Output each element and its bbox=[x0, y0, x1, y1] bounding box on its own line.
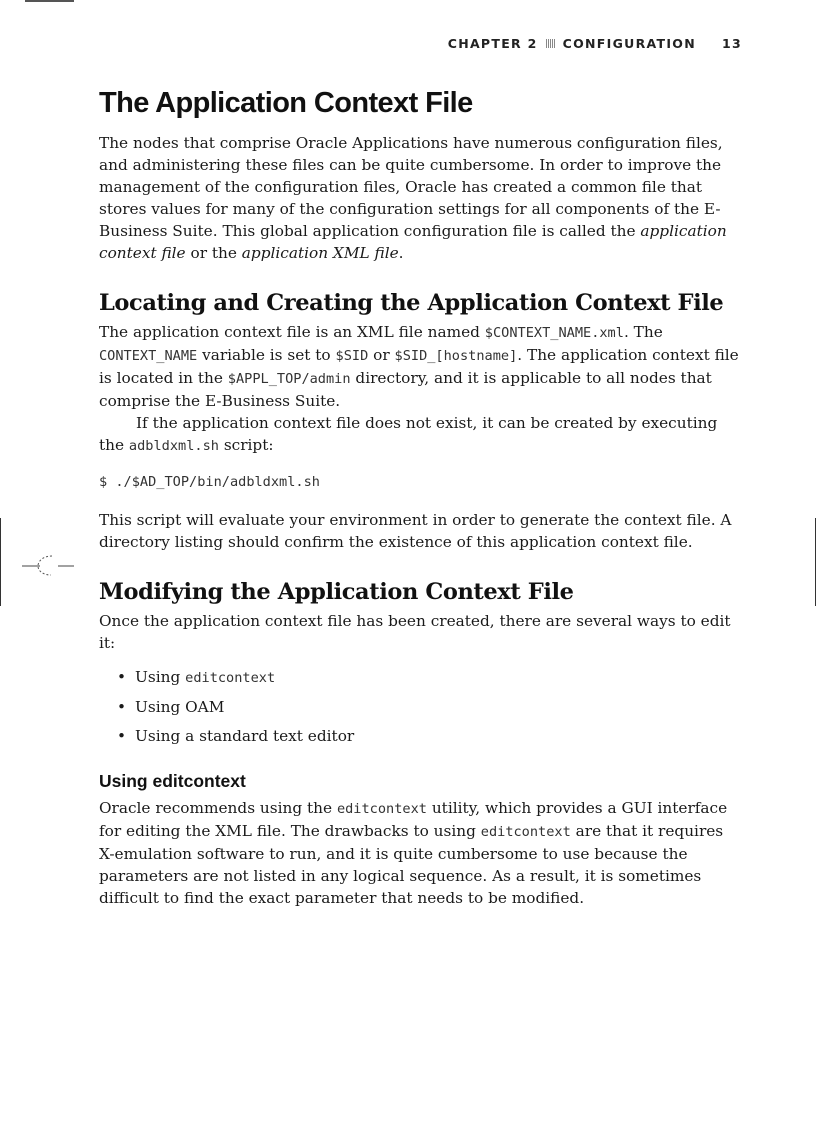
body-text: are that it requires X-emulation software to run, and it is quite cumbersome to use because the parameters are not listed in any logical sequence. As a result, it is sometimes difficult to find the exact parameter that needs to be modified. bbox=[99, 822, 724, 907]
locating-paragraph-2 bbox=[99, 412, 739, 457]
list-item-text: Using bbox=[135, 668, 186, 686]
heading-editcontext: Using editcontext bbox=[99, 771, 246, 791]
body-text: If the application context file does not exist, it can be created by executing the bbox=[99, 414, 718, 454]
intro-text: The nodes that comprise Oracle Applications have numerous configuration files, and administering these files can be quite cumbersome. In order to improve the management of the configuration files, Oracle has created a common file that stores values for many of the configuration settings for all components of the E-Business Suite. This global application configuration file is called the bbox=[99, 134, 723, 240]
page-number: 13 bbox=[722, 36, 742, 51]
list-item-text: Using OAM bbox=[135, 698, 225, 716]
separator-square-icon bbox=[546, 39, 555, 48]
list-item-text: Using a standard text editor bbox=[135, 727, 355, 745]
modifying-paragraph-1: Once the application context file has been created, there are several ways to edit it: bbox=[99, 612, 731, 652]
body-text: Oracle recommends using the bbox=[99, 799, 337, 817]
inline-code: $APPL_TOP/admin bbox=[227, 371, 351, 387]
intro-text: or the bbox=[185, 244, 242, 262]
inline-code: $SID bbox=[335, 348, 369, 364]
inline-code: CONTEXT_NAME bbox=[99, 348, 198, 364]
intro-emphasis: application context file bbox=[99, 222, 727, 262]
body-text: script: bbox=[218, 436, 274, 454]
body-text: utility, which provides a GUI interface for editing the XML file. The drawbacks to using bbox=[99, 799, 728, 840]
locating-paragraph-3: This script will evaluate your environment in order to generate the context file. A directory listing should confirm the existence of this application context file. bbox=[99, 511, 732, 551]
running-head bbox=[448, 36, 742, 51]
heading-modifying: Modifying the Application Context File bbox=[99, 579, 574, 605]
code-block: $ ./$AD_TOP/bin/adbldxml.sh bbox=[99, 474, 320, 490]
edit-methods-list bbox=[99, 666, 739, 747]
list-item bbox=[117, 696, 739, 718]
inline-code: $CONTEXT_NAME.xml bbox=[484, 325, 624, 341]
inline-code: editcontext bbox=[480, 824, 571, 840]
inline-code: editcontext bbox=[185, 670, 276, 686]
body-text: . The bbox=[623, 323, 663, 341]
heading-locating: Locating and Creating the Application Context File bbox=[99, 290, 724, 316]
chapter-title: CONFIGURATION bbox=[562, 36, 696, 51]
inline-code: adbldxml.sh bbox=[128, 438, 219, 454]
registration-mark-icon bbox=[18, 550, 78, 578]
bullet-icon: • bbox=[117, 668, 127, 686]
body-text: . The application context file is located in the bbox=[99, 346, 739, 387]
list-item bbox=[117, 666, 739, 689]
editcontext-paragraph bbox=[99, 797, 739, 909]
inline-code: editcontext bbox=[336, 801, 427, 817]
body-text: variable is set to bbox=[197, 346, 336, 364]
body-text: The application context file is an XML file named bbox=[99, 323, 485, 341]
body-text: or bbox=[368, 346, 395, 364]
intro-paragraph bbox=[99, 132, 739, 264]
bullet-icon: • bbox=[117, 698, 127, 716]
page-body bbox=[99, 80, 739, 909]
intro-emphasis: application XML file bbox=[241, 244, 399, 262]
body-text: directory, and it is applicable to all nodes that comprise the E-Business Suite. bbox=[99, 369, 712, 410]
inline-code: $SID_[hostname] bbox=[394, 348, 518, 364]
crop-mark-left bbox=[0, 518, 1, 606]
bullet-icon: • bbox=[117, 727, 127, 745]
page-title: The Application Context File bbox=[99, 87, 473, 119]
intro-text: . bbox=[398, 244, 404, 262]
list-item bbox=[117, 725, 739, 747]
top-rule bbox=[25, 0, 74, 2]
locating-paragraph-1 bbox=[99, 321, 739, 412]
chapter-label: CHAPTER 2 bbox=[447, 36, 538, 51]
